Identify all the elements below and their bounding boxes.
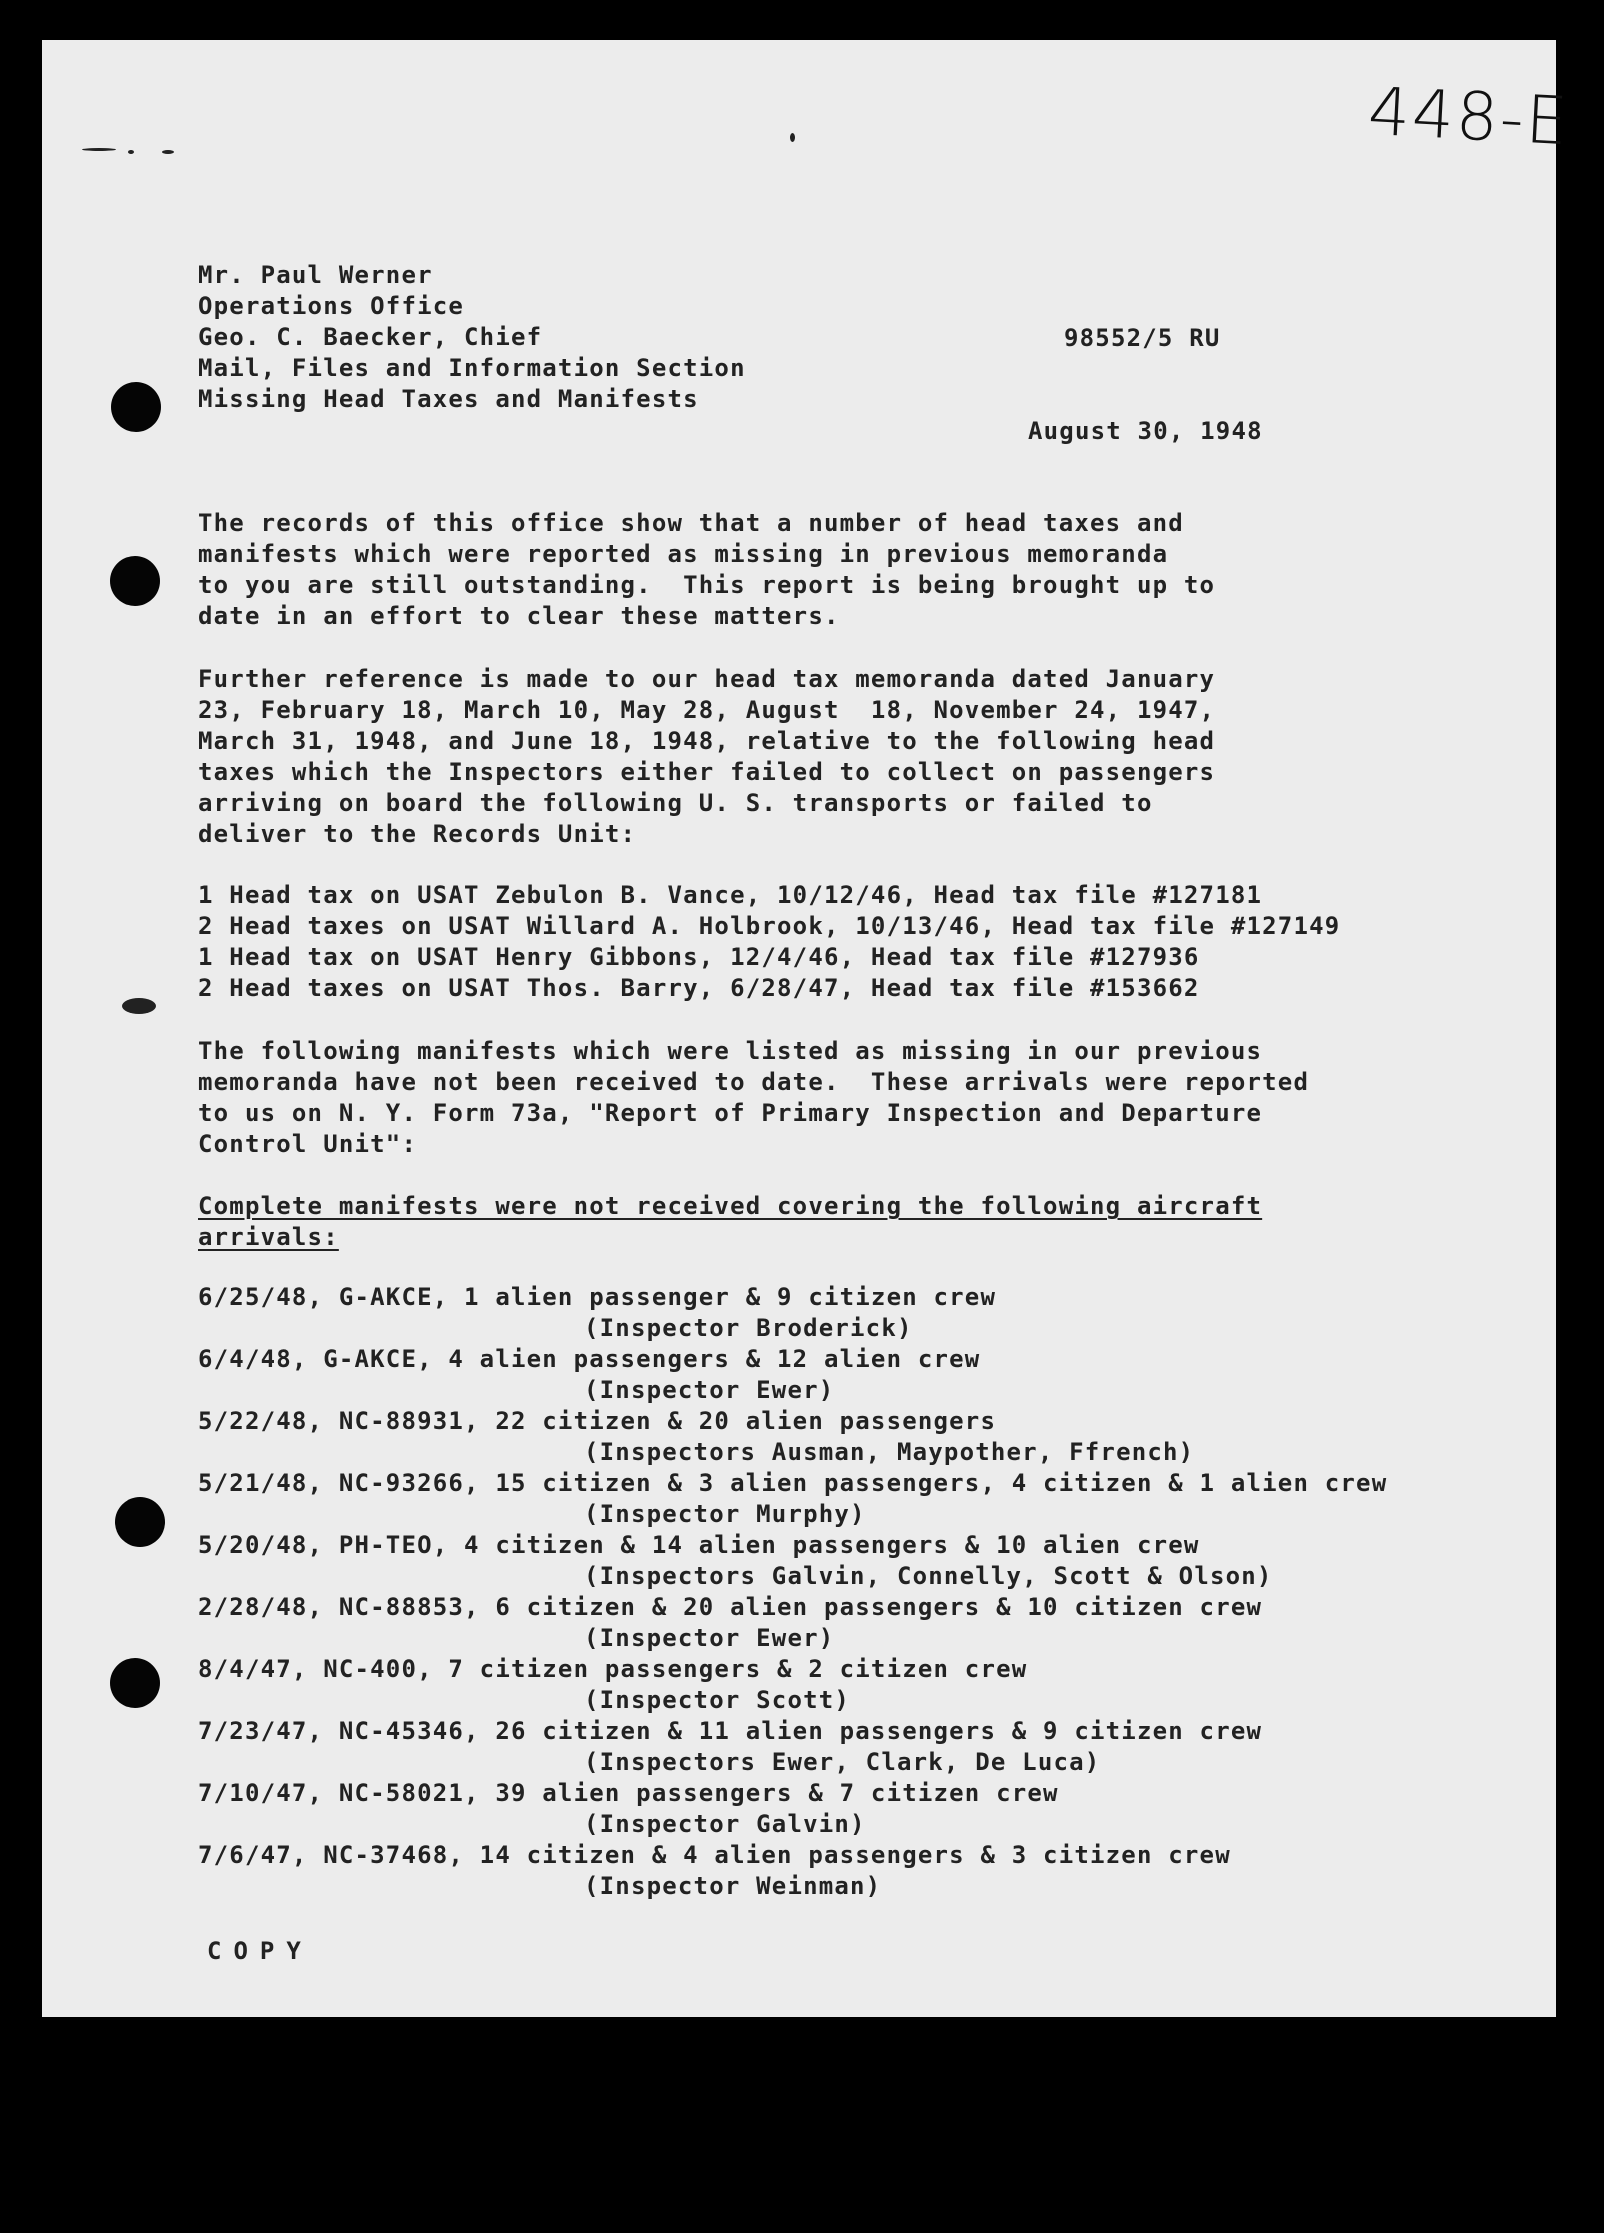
- file-reference: [1028, 261, 1263, 509]
- arrival-entry: 2/28/48, NC-88853, 6 citizen & 20 alien passengers & 10 citizen crew: [198, 1593, 1263, 1621]
- arrival-entry: 5/20/48, PH-TEO, 4 citizen & 14 alien passengers & 10 alien crew: [198, 1531, 1200, 1559]
- paragraph-2-line: Further reference is made to our head tax memoranda dated January: [198, 665, 1216, 693]
- punch-hole-icon: [110, 556, 160, 606]
- punch-hole-icon: [115, 1497, 165, 1547]
- paragraph-1-line: manifests which were reported as missing in previous memoranda: [198, 540, 1169, 568]
- arrival-inspector: (Inspector Galvin): [584, 1810, 866, 1838]
- ink-speck-icon: [162, 150, 174, 154]
- ink-speck-icon: [790, 133, 795, 142]
- arrival-entry: 5/21/48, NC-93266, 15 citizen & 3 alien passengers, 4 citizen & 1 alien crew: [198, 1469, 1388, 1497]
- paragraph-3-line: memoranda have not been received to date. These arrivals were reported: [198, 1068, 1310, 1096]
- arrival-inspector: (Inspector Broderick): [584, 1314, 913, 1342]
- arrival-inspector: (Inspector Ewer): [584, 1624, 835, 1652]
- paragraph-2-line: arriving on board the following U. S. transports or failed to: [198, 789, 1153, 817]
- file-number: 98552/5 RU: [1064, 324, 1221, 352]
- arrival-inspector: (Inspector Weinman): [584, 1872, 882, 1900]
- ink-speck-icon: [122, 998, 156, 1014]
- arrival-inspector: (Inspector Ewer): [584, 1376, 835, 1404]
- header-line: Geo. C. Baecker, Chief: [198, 323, 543, 351]
- paragraph-1-line: to you are still outstanding. This report is being brought up to: [198, 571, 1216, 599]
- copy-stamp: COPY: [207, 1937, 313, 1965]
- arrival-inspector: (Inspector Murphy): [584, 1500, 866, 1528]
- paragraph-2-line: taxes which the Inspectors either failed to collect on passengers: [198, 758, 1216, 786]
- arrival-inspector: (Inspector Scott): [584, 1686, 851, 1714]
- arrival-entry: 6/25/48, G-AKCE, 1 alien passenger & 9 citizen crew: [198, 1283, 997, 1311]
- header-line: Mr. Paul Werner: [198, 261, 433, 289]
- arrival-inspector: (Inspectors Galvin, Connelly, Scott & Olson): [584, 1562, 1273, 1590]
- arrival-entry: 6/4/48, G-AKCE, 4 alien passengers & 12 alien crew: [198, 1345, 981, 1373]
- punch-hole-icon: [111, 382, 161, 432]
- arrival-entry: 7/23/47, NC-45346, 26 citizen & 11 alien passengers & 9 citizen crew: [198, 1717, 1263, 1745]
- paragraph-2-line: 23, February 18, March 10, May 28, August 18, November 24, 1947,: [198, 696, 1216, 724]
- section-heading: Complete manifests were not received covering the following aircraft: [198, 1192, 1263, 1220]
- arrival-entry: 7/10/47, NC-58021, 39 alien passengers & 7 citizen crew: [198, 1779, 1059, 1807]
- paragraph-3-line: to us on N. Y. Form 73a, "Report of Primary Inspection and Departure: [198, 1099, 1263, 1127]
- ink-speck-icon: [82, 148, 116, 151]
- head-tax-item: 2 Head taxes on USAT Willard A. Holbrook, 10/13/46, Head tax file #127149: [198, 912, 1341, 940]
- handwritten-page-number: 448-E: [1366, 72, 1572, 161]
- head-tax-item: 1 Head tax on USAT Henry Gibbons, 12/4/46, Head tax file #127936: [198, 943, 1200, 971]
- paragraph-2-line: March 31, 1948, and June 18, 1948, relative to the following head: [198, 727, 1216, 755]
- memo-date: August 30, 1948: [1028, 417, 1263, 445]
- head-tax-item: 1 Head tax on USAT Zebulon B. Vance, 10/12/46, Head tax file #127181: [198, 881, 1263, 909]
- paragraph-3-line: Control Unit":: [198, 1130, 418, 1158]
- head-tax-item: 2 Head taxes on USAT Thos. Barry, 6/28/47, Head tax file #153662: [198, 974, 1200, 1002]
- header-line: Missing Head Taxes and Manifests: [198, 385, 699, 413]
- paragraph-1-line: date in an effort to clear these matters.: [198, 602, 840, 630]
- paragraph-2-line: deliver to the Records Unit:: [198, 820, 637, 848]
- ink-speck-icon: [128, 150, 134, 154]
- arrival-entry: 8/4/47, NC-400, 7 citizen passengers & 2 citizen crew: [198, 1655, 1028, 1683]
- punch-hole-icon: [110, 1658, 160, 1708]
- arrival-entry: 7/6/47, NC-37468, 14 citizen & 4 alien passengers & 3 citizen crew: [198, 1841, 1231, 1869]
- section-heading: arrivals:: [198, 1223, 339, 1251]
- arrival-inspector: (Inspectors Ewer, Clark, De Luca): [584, 1748, 1101, 1776]
- paragraph-3-line: The following manifests which were listed as missing in our previous: [198, 1037, 1263, 1065]
- header-line: Operations Office: [198, 292, 465, 320]
- header-line: Mail, Files and Information Section: [198, 354, 746, 382]
- arrival-entry: 5/22/48, NC-88931, 22 citizen & 20 alien passengers: [198, 1407, 997, 1435]
- arrival-inspector: (Inspectors Ausman, Maypother, Ffrench): [584, 1438, 1195, 1466]
- paragraph-1-line: The records of this office show that a number of head taxes and: [198, 509, 1184, 537]
